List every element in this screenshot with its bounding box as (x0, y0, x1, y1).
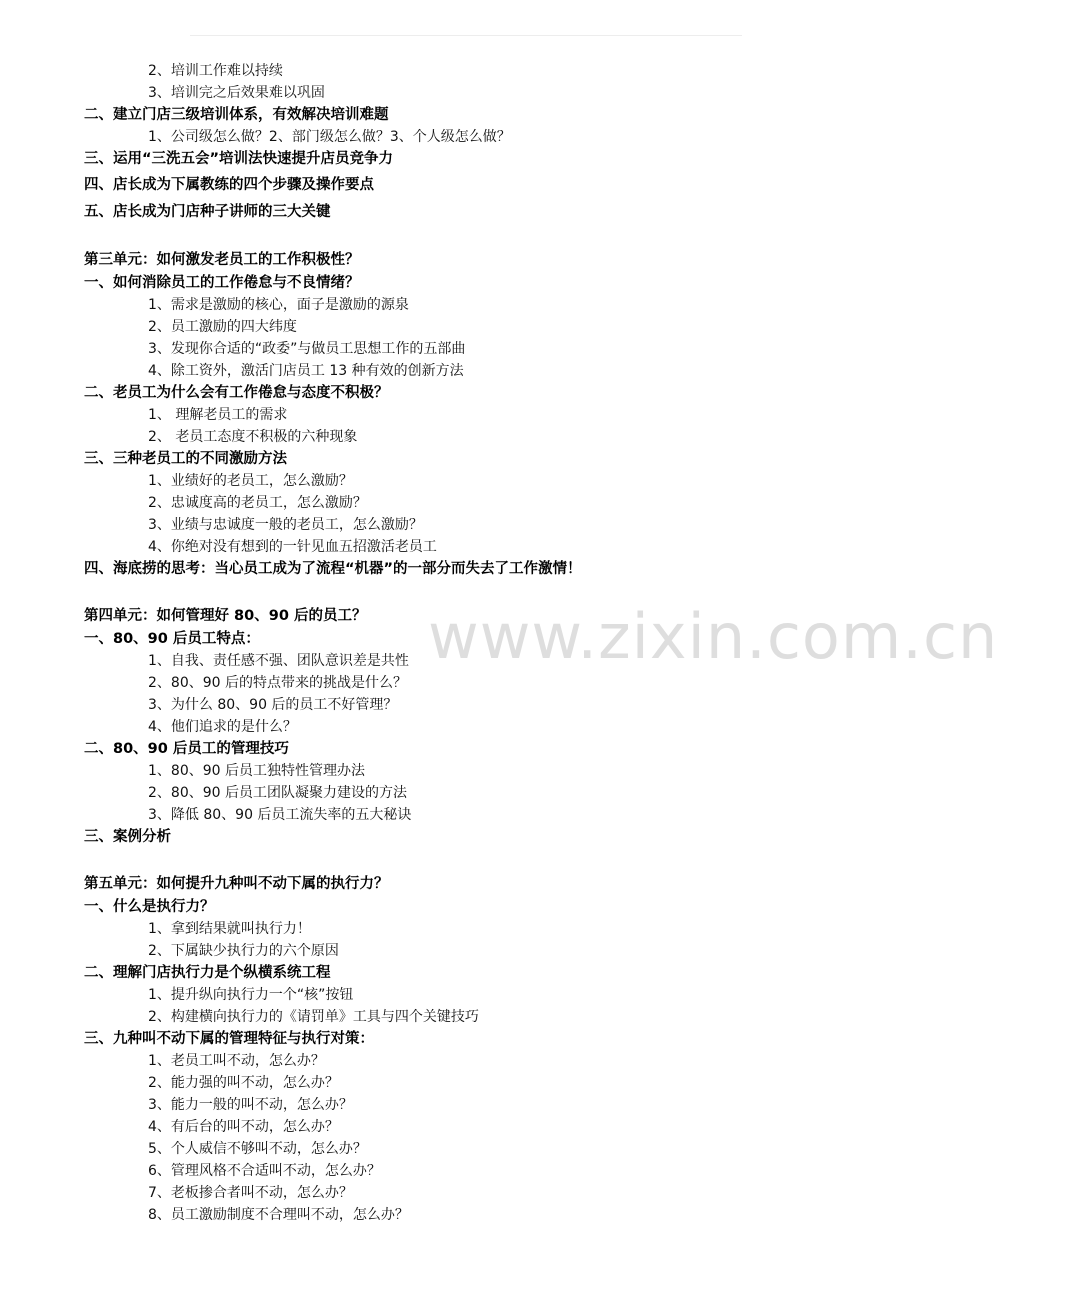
section-heading: 二、老员工为什么会有工作倦怠与态度不积极？ (84, 385, 389, 401)
section-heading: 三、三种老员工的不同激励方法 (84, 451, 287, 467)
section-heading: 三、案例分析 (84, 829, 171, 845)
document-body (0, 60, 920, 1226)
list-item: 4、他们追求的是什么？ (148, 719, 297, 735)
list-item: 1、需求是激励的核心，面子是激励的源泉 (148, 297, 409, 313)
list-item: 1、提升纵向执行力一个“核”按钮 (148, 987, 354, 1003)
list-item: 4、有后台的叫不动，怎么办？ (148, 1119, 339, 1135)
list-item: 3、能力一般的叫不动，怎么办？ (148, 1097, 353, 1113)
list-item: 2、下属缺少执行力的六个原因 (148, 943, 339, 959)
section-heading: 三、运用“三洗五会”培训法快速提升店员竞争力 (84, 151, 394, 167)
section-heading: 四、店长成为下属教练的四个步骤及操作要点 (84, 177, 374, 193)
list-item: 1、业绩好的老员工，怎么激励？ (148, 473, 353, 489)
list-item: 3、发现你合适的“政委”与做员工思想工作的五部曲 (148, 341, 466, 357)
section-heading: 三、九种叫不动下属的管理特征与执行对策： (84, 1031, 374, 1047)
section-heading: 一、80、90 后员工特点： (84, 631, 260, 647)
list-item: 3、降低 80、90 后员工流失率的五大秘诀 (148, 807, 412, 823)
list-item: 3、培训完之后效果难以巩固 (148, 85, 325, 101)
list-item: 2、构建横向执行力的《请罚单》工具与四个关键技巧 (148, 1009, 479, 1025)
list-item: 4、除工资外，激活门店员工 13 种有效的创新方法 (148, 363, 464, 379)
list-item: 2、员工激励的四大纬度 (148, 319, 297, 335)
list-item: 2、80、90 后的特点带来的挑战是什么？ (148, 675, 407, 691)
list-item: 2、忠诚度高的老员工，怎么激励？ (148, 495, 367, 511)
list-item: 1、80、90 后员工独特性管理办法 (148, 763, 365, 779)
section-heading: 一、如何消除员工的工作倦怠与不良情绪？ (84, 275, 360, 291)
list-item: 3、为什么 80、90 后的员工不好管理？ (148, 697, 398, 713)
list-item: 1、公司级怎么做？2、部门级怎么做？3、个人级怎么做？ (148, 129, 511, 145)
section-heading: 四、海底捞的思考：当心员工成为了流程“机器”的一部分而失去了工作激情！ (84, 561, 582, 577)
watermark: www.zixin.com.cn (428, 600, 999, 673)
list-item: 7、老板掺合者叫不动，怎么办？ (148, 1185, 353, 1201)
list-item: 2、80、90 后员工团队凝聚力建设的方法 (148, 785, 407, 801)
section-heading: 五、店长成为门店种子讲师的三大关键 (84, 204, 331, 220)
list-item: 1、 理解老员工的需求 (148, 407, 288, 423)
list-item: 6、管理风格不合适叫不动，怎么办？ (148, 1163, 381, 1179)
list-item: 5、个人威信不够叫不动，怎么办？ (148, 1141, 367, 1157)
section-heading: 一、什么是执行力？ (84, 899, 215, 915)
list-item: 1、拿到结果就叫执行力！ (148, 921, 311, 937)
list-item: 3、业绩与忠诚度一般的老员工，怎么激励？ (148, 517, 423, 533)
unit-title: 第四单元：如何管理好 80、90 后的员工？ (84, 608, 367, 624)
list-item: 2、 老员工态度不积极的六种现象 (148, 429, 358, 445)
list-item: 1、老员工叫不动，怎么办？ (148, 1053, 325, 1069)
unit-title: 第五单元：如何提升九种叫不动下属的执行力？ (84, 876, 389, 892)
list-item: 1、自我、责任感不强、团队意识差是共性 (148, 653, 409, 669)
section-heading: 二、80、90 后员工的管理技巧 (84, 741, 289, 757)
section-heading: 二、理解门店执行力是个纵横系统工程 (84, 965, 331, 981)
list-item: 4、你绝对没有想到的一针见血五招激活老员工 (148, 539, 437, 555)
section-heading: 二、建立门店三级培训体系，有效解决培训难题 (84, 107, 389, 123)
list-item: 2、培训工作难以持续 (148, 63, 283, 79)
list-item: 8、员工激励制度不合理叫不动，怎么办？ (148, 1207, 409, 1223)
unit-title: 第三单元：如何激发老员工的工作积极性？ (84, 252, 360, 268)
header-rule (190, 35, 742, 36)
list-item: 2、能力强的叫不动，怎么办？ (148, 1075, 339, 1091)
